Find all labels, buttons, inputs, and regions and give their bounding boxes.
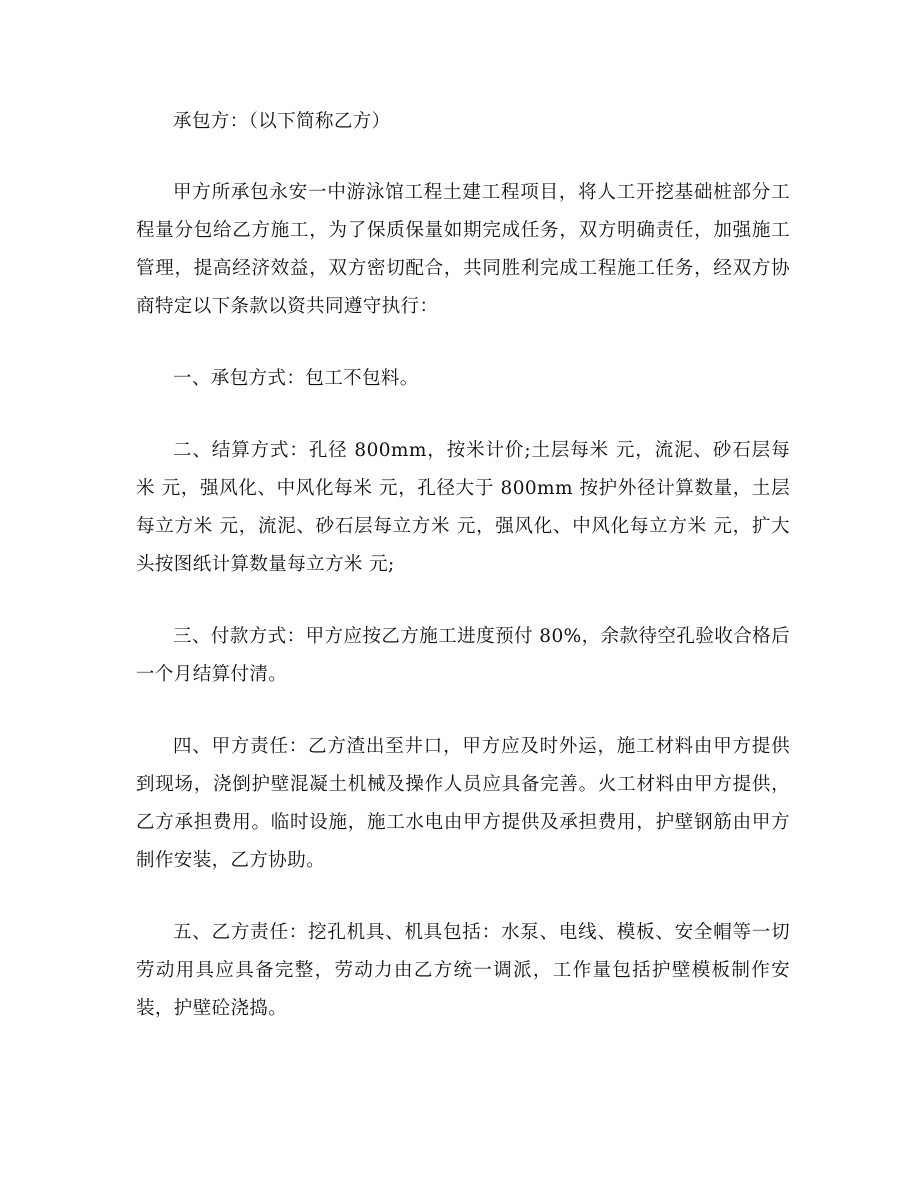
clause-3-payment-method: 三、付款方式：甲方应按乙方施工进度预付 80%，余款待空孔验收合格后一个月结算付清。 xyxy=(136,626,790,685)
document-page xyxy=(136,103,790,1062)
clause-4-party-a-responsibility: 四、甲方责任：乙方渣出至井口，甲方应及时外运，施工材料由甲方提供到现场，浇倒护壁混凝土机械及操作人员应具备完善。火工材料由甲方提供，乙方承担费用。临时设施，施工水电由甲方提供及承担费用，护壁钢筋由甲方制作安装，乙方协助。 xyxy=(136,736,790,871)
contractor-line: 承包方：（以下简称乙方） xyxy=(173,111,391,132)
preamble-paragraph: 甲方所承包永安一中游泳馆工程土建工程项目，将人工开挖基础桩部分工程量分包给乙方施工，为了保质保量如期完成任务，双方明确责任，加强施工管理，提高经济效益，双方密切配合，共同胜利完成工程施工任务，经双方协商特定以下条款以资共同遵守执行： xyxy=(136,182,790,317)
clause-5-party-b-responsibility: 五、乙方责任：挖孔机具、机具包括：水泵、电线、模板、安全帽等一切劳动用具应具备完整，劳动力由乙方统一调派，工作量包括护壁模板制作安装，护壁砼浇捣。 xyxy=(136,922,790,1019)
clause-2-settlement-method: 二、结算方式：孔径 800mm，按米计价;土层每米 元，流泥、砂石层每米 元，强风化、中风化每米 元，孔径大于 800mm 按护外径计算数量，土层每立方米 元，流泥、砂石层每立方米 元，强风化、中风化每立方米 元，扩大头按图纸计算数量每立方米 元; xyxy=(136,440,790,575)
clause-1-contract-method: 一、承包方式：包工不包料。 xyxy=(173,368,419,389)
